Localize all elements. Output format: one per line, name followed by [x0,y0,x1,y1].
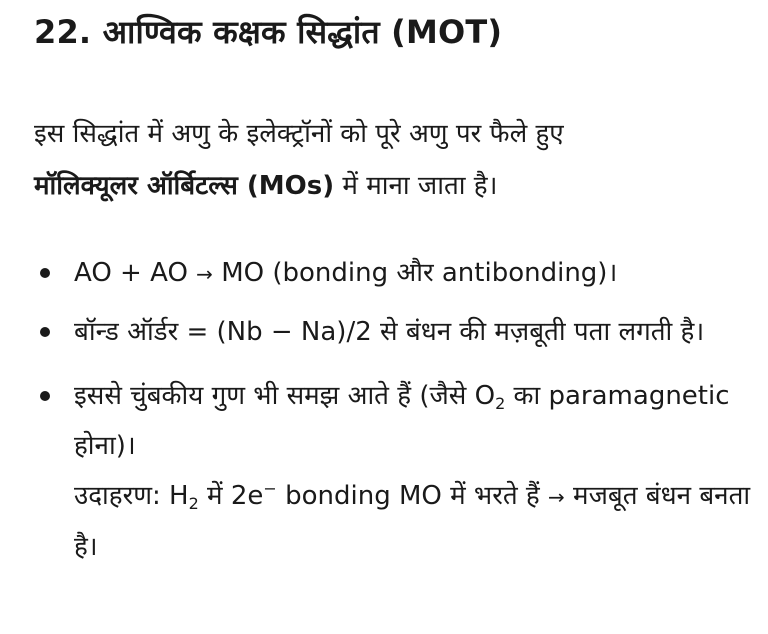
right-arrow-icon: → [196,262,213,286]
example-post-2: मजबूत बंधन बनता है। [74,481,751,562]
bullet-dot-icon [40,327,50,337]
right-arrow-icon: → [548,485,565,509]
bullet-3-part2: का paramagnetic होना)। [74,381,730,461]
bullet-1-pre: AO + AO [74,258,197,288]
bullet-2-text: बॉन्ड ऑर्डर = (Nb − Na)/2 से बंधन की मज़बूती पता लगती है। [74,317,705,347]
section-heading: 22. आण्विक कक्षक सिद्धांत (MOT) [34,13,503,51]
electron-charge-superscript: − [263,479,277,498]
intro-bold-term: मॉलिक्यूलर ऑर्बिटल्स (MOs) [34,171,335,201]
bullet-dot-icon [40,391,50,401]
example-pre: उदाहरण: H [74,481,189,511]
intro-line-1: इस सिद्धांत में अणु के इलेक्ट्रॉनों को पूरे अणु पर फैले हुए [34,119,564,149]
bullet-dot-icon [40,268,50,278]
intro-line-2-rest: में माना जाता है। [334,171,498,201]
example-post-1: bonding MO में भरते हैं [276,481,548,511]
h2-subscript: 2 [188,494,199,513]
bullet-1-post: MO (bonding और antibonding)। [212,258,618,288]
bullet-item-ao-mo [34,248,754,299]
bullet-item-magnetic [34,371,754,572]
bullet-3-part1: इससे चुंबकीय गुण भी समझ आते हैं (जैसे O [74,381,496,411]
bullet-list [34,248,754,572]
example-mid: में 2e [198,481,264,511]
intro-paragraph [34,108,734,212]
o2-subscript: 2 [495,394,506,413]
bullet-item-bond-order [34,307,754,357]
